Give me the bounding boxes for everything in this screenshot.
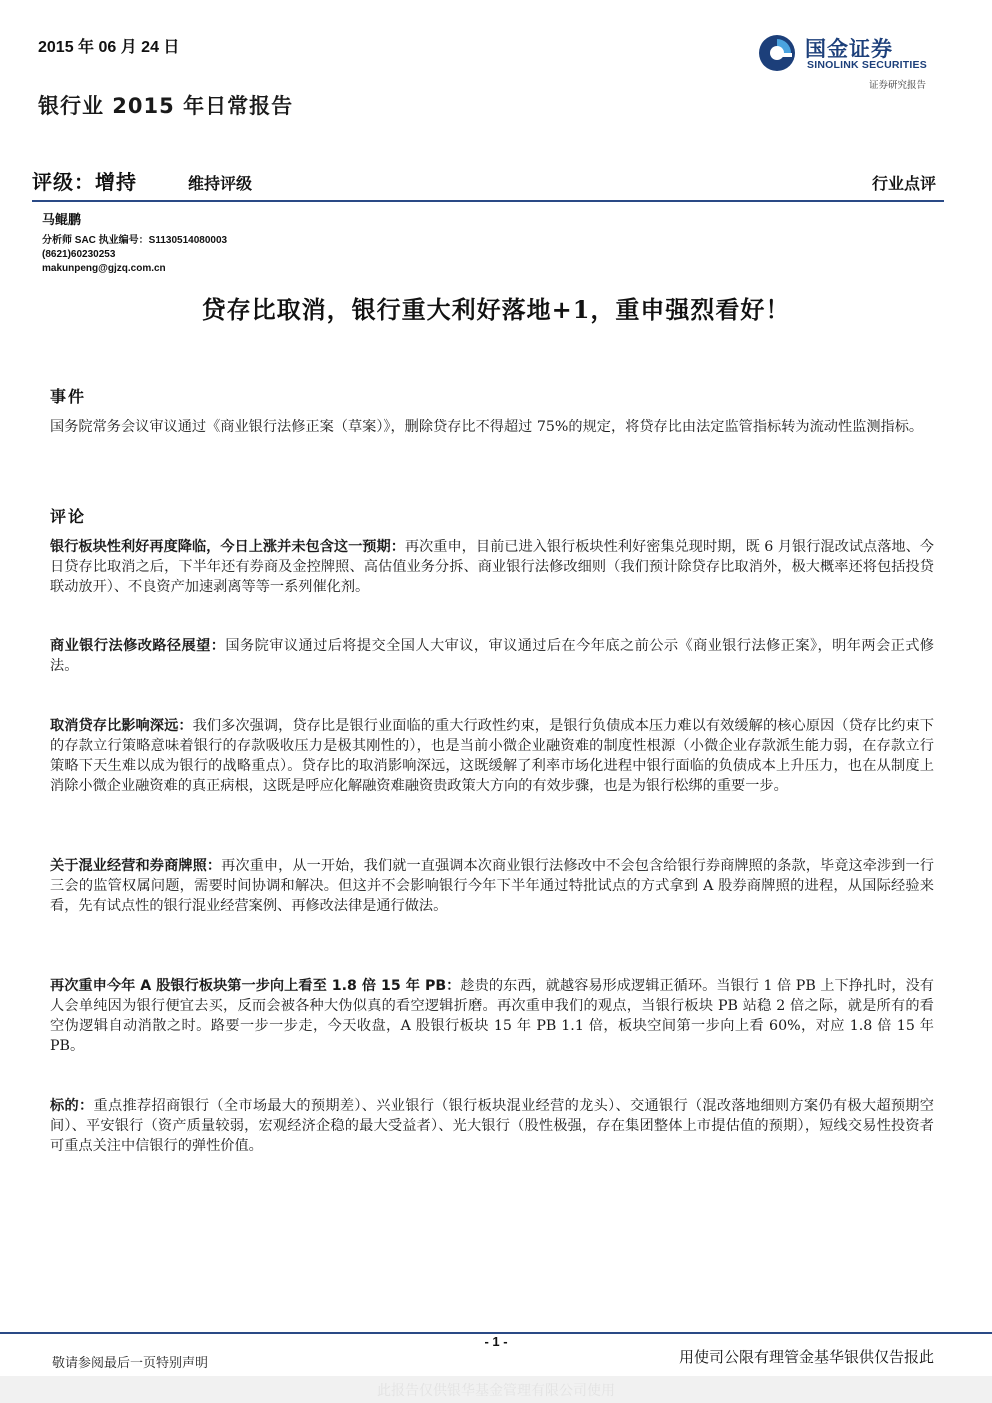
paragraph-text: 再次重申，从一开始，我们就一直强调本次商业银行法修改中不会包含给银行券商牌照的条款，毕竟这牵涉到一行三会的监管权属问题，需要时间协调和解决。但这并不会影响银行今年下半年通过特批试点的方式拿到 A 股券商牌照的进程，从国际经验来看，先有试点性的银行混业经营案例、再修改法律是通行做法。 <box>50 858 934 914</box>
analyst-name: 马鲲鹏 <box>42 213 82 228</box>
comment-paragraph <box>50 976 934 1056</box>
comment-paragraph <box>50 537 934 597</box>
rating-label: 评级：增持 <box>32 170 137 194</box>
rating-maintain: 维持评级 <box>188 174 253 193</box>
comment-paragraph <box>50 636 934 676</box>
headline: 贷存比取消，银行重大利好落地+1，重申强烈看好！ <box>201 295 791 324</box>
paragraph-lead: 再次重申今年 A 股银行板块第一步向上看至 1.8 倍 15 年 PB： <box>50 978 461 994</box>
paragraph-text: 国务院审议通过后将提交全国人大审议，审议通过后在今年底之前公示《商业银行法修正案》，明年两会正式修法。 <box>50 638 934 674</box>
report-date: 2015 年 06 月 24 日 <box>38 39 180 56</box>
comment-paragraph <box>50 1096 934 1156</box>
footer-watermark-text: 此报告仅供银华基金管理有限公司使用 <box>377 1383 615 1399</box>
company-logo <box>757 31 947 91</box>
section-heading-event: 事件 <box>50 387 87 406</box>
section-heading-comment: 评论 <box>50 507 87 526</box>
comment-paragraph <box>50 716 934 796</box>
disclaimer-note: 敬请参阅最后一页特别声明 <box>52 1356 209 1371</box>
logo-subtitle: 证券研究报告 <box>869 80 927 91</box>
usage-notice: 用使司公限有理管金基华银供仅告报此 <box>678 1348 934 1366</box>
paragraph-lead: 标的： <box>50 1098 94 1114</box>
comment-paragraph <box>50 856 934 916</box>
rating-bar <box>32 166 942 202</box>
paragraph-text: 重点推荐招商银行（全市场最大的预期差）、兴业银行（银行板块混业经营的龙头）、交通银行（混改落地细则方案仍有极大超预期空间）、平安银行（资产质量较弱，宏观经济企稳的最大受益者）、光大银行（股性极强，存在集团整体上市提估值的预期），短线交易性投资者可重点关注中信银行的弹性价值。 <box>50 1098 934 1154</box>
paragraph-lead: 银行板块性利好再度降临，今日上涨并未包含这一预期： <box>50 539 405 555</box>
logo-english-name: SINOLINK SECURITIES <box>807 59 927 71</box>
paragraph-text: 我们多次强调，贷存比是银行业面临的重大行政性约束，是银行负债成本压力难以有效缓解的核心原因（贷存比约束下的存款立行策略意味着银行的存款吸收压力是极其刚性的），也是当前小微企业融资难的制度性根源（小微企业存款派生能力弱，在存款立行策略下天生难以成为银行的战略重点）。贷存比的取消影响深远，这既缓解了利率市场化进程中银行面临的负债成本上升压力，也在从制度上消除小微企业融资难的真正病根，这既是呼应化解融资难融资贵政策大方向的有效步骤，也是为银行松绑的重要一步。 <box>50 718 934 794</box>
analyst-email[interactable]: makunpeng@gjzq.com.cn <box>42 263 166 274</box>
analyst-license: 分析师 SAC 执业编号：S1130514080003 <box>42 235 228 246</box>
report-series-title: 银行业 2015 年日常报告 <box>38 94 294 118</box>
paragraph-lead: 商业银行法修改路径展望： <box>50 638 226 654</box>
paragraph-text: 再次重申，目前已进入银行板块性利好密集兑现时期，既 6 月银行混改试点落地、今日贷存比取消之后，下半年还有券商及金控牌照、高估值业务分拆、商业银行法修改细则（我们预计除贷存比取消外，极大概率还将包括投贷联动放开）、不良资产加速剥离等等一系列催化剂。 <box>50 539 934 595</box>
event-paragraph: 国务院常务会议审议通过《商业银行法修正案（草案）》，删除贷存比不得超过 75%的规定，将贷存比由法定监管指标转为流动性监测指标。 <box>50 419 924 435</box>
paragraph-lead: 关于混业经营和券商牌照： <box>50 858 222 874</box>
report-category: 行业点评 <box>871 174 936 193</box>
paragraph-text: 趁贵的东西，就越容易形成逻辑正循环。当银行 1 倍 PB 上下挣扎时，没有人会单纯因为银行便宜去买，反而会被各种大伪似真的看空逻辑折磨。再次重申我们的观点，当银行板块 PB 站稳 2 倍之际，就是所有的看空伪逻辑自动消散之时。路要一步一步走，今天收盘，A 股银行板块 15 年 PB 1.1 倍，板块空间第一步向上看 60%，对应 1.8 倍 15 年 PB。 <box>50 978 934 1054</box>
header-divider <box>32 200 944 202</box>
paragraph-lead: 取消贷存比影响深远： <box>50 718 193 734</box>
logo-chinese-name: 国金证券 <box>805 37 893 61</box>
page-number: - 1 - <box>484 1334 508 1349</box>
analyst-info <box>42 209 227 276</box>
sinolink-logo-icon <box>757 33 797 73</box>
analyst-phone: (8621)60230253 <box>42 249 116 260</box>
